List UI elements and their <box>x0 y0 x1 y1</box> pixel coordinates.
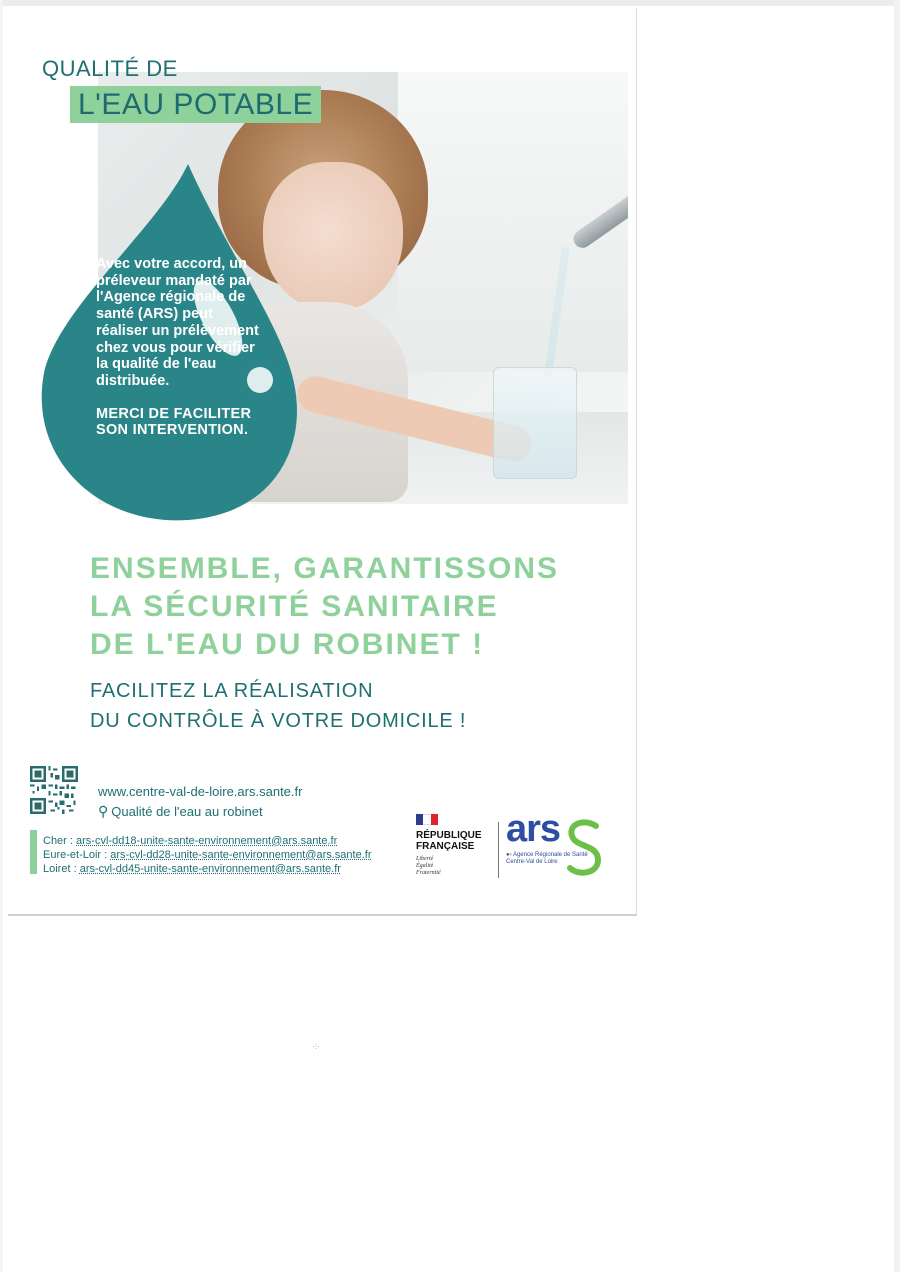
subhead-line-2: DU CONTRÔLE À VOTRE DOMICILE ! <box>90 710 467 732</box>
headline-line-2: LA SÉCURITÉ SANITAIRE <box>90 590 499 623</box>
qr-code-icon[interactable] <box>30 766 78 814</box>
contact-dept: Cher : <box>43 835 73 847</box>
flag-icon <box>416 814 438 825</box>
subhead-line-1: FACILITEZ LA RÉALISATION <box>90 680 374 702</box>
ars-tagline-2: Centre-Val de Loire <box>506 859 558 865</box>
contact-row-eure-et-loir <box>43 848 372 862</box>
ars-s-swoosh-icon <box>564 818 604 878</box>
headline-line-3: DE L'EAU DU ROBINET ! <box>90 628 485 661</box>
drop-message <box>96 256 266 439</box>
website-link[interactable]: www.centre-val-de-loire.ars.sante.fr <box>98 784 303 799</box>
scan-edge-left <box>0 0 3 1272</box>
ars-wordmark: ars <box>506 808 561 850</box>
scan-edge-top <box>0 0 900 6</box>
motto-fraternite: Fraternité <box>416 870 441 876</box>
scan-edge-right <box>894 0 900 1272</box>
contact-dept: Eure-et-Loir : <box>43 849 108 861</box>
contact-row-cher <box>43 834 372 848</box>
contact-email-link[interactable]: ars-cvl-dd45-unite-sante-environnement@ars.sante.fr <box>79 863 341 875</box>
drop-body-text: Avec votre accord, un préleveur mandaté par l'Agence régionale de santé (ARS) peut réaliser un prélèvement chez vous pour vérifier la qualité de l'eau distribuée. <box>96 256 259 389</box>
republique-francaise-logo <box>416 814 496 877</box>
search-icon: ⚲ <box>98 803 109 819</box>
contact-email-link[interactable]: ars-cvl-dd28-unite-sante-environnement@ars.sante.fr <box>110 849 372 861</box>
title-line-2: L'EAU POTABLE <box>70 86 321 123</box>
contact-bar <box>30 830 37 874</box>
headline-line-1: ENSEMBLE, GARANTISSONS <box>90 552 560 585</box>
ars-logo <box>506 808 602 878</box>
republique-name-line-2: FRANÇAISE <box>416 841 475 852</box>
contact-dept: Loiret : <box>43 863 77 875</box>
logo-divider <box>498 822 499 878</box>
headline <box>90 550 559 664</box>
contact-list <box>43 834 372 876</box>
search-hint <box>98 803 263 820</box>
contact-email-link[interactable]: ars-cvl-dd18-unite-sante-environnement@ars.sante.fr <box>76 835 338 847</box>
republique-name-line-1: RÉPUBLIQUE <box>416 830 482 841</box>
title-line-1: QUALITÉ DE <box>42 56 178 81</box>
search-hint-text: Qualité de l'eau au robinet <box>111 804 263 819</box>
motto-egalite: Égalité <box>416 863 434 869</box>
photo-glass <box>493 367 577 479</box>
republique-motto <box>416 856 496 877</box>
contact-row-loiret <box>43 862 372 876</box>
motto-liberte: Liberté <box>416 856 434 862</box>
ars-tagline-1: Agence Régionale de Santé <box>512 852 588 858</box>
ars-tagline: ●› Agence Régionale de Santé Centre-Val de Loire <box>506 852 588 865</box>
scan-speck: ·:· <box>312 1042 320 1051</box>
subheadline <box>90 676 466 736</box>
drop-cta-text: MERCI DE FACILITER SON INTERVENTION. <box>96 405 252 439</box>
flyer <box>8 8 637 916</box>
